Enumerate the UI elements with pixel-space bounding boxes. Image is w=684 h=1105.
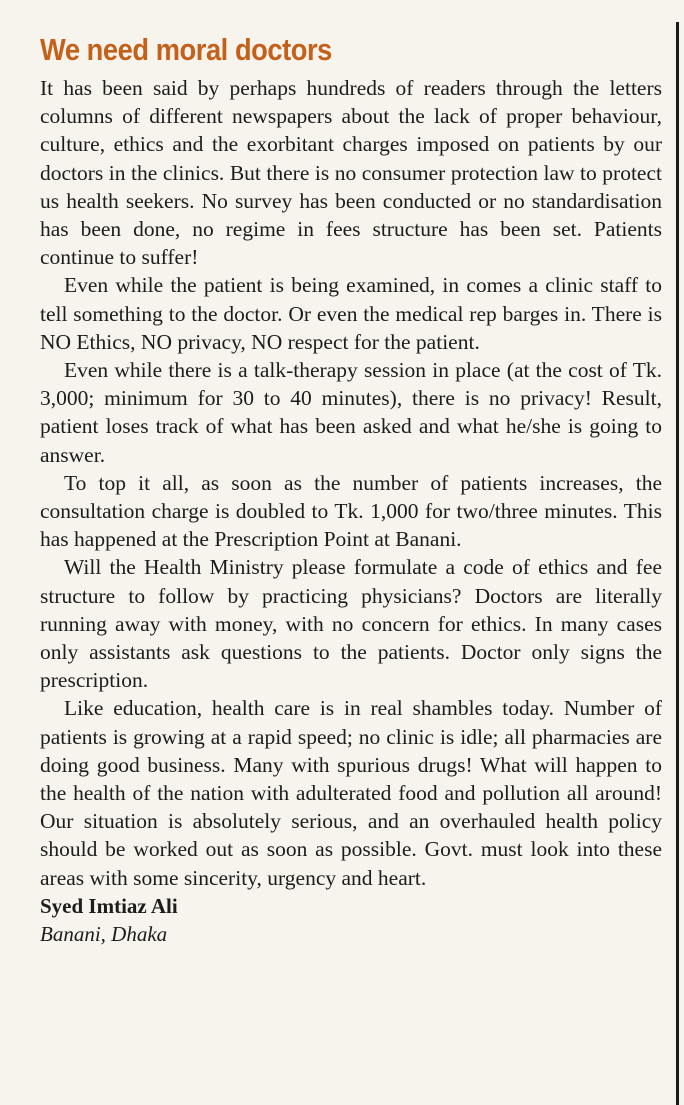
- headline: We need moral doctors: [40, 32, 332, 67]
- author-location: Banani, Dhaka: [40, 922, 168, 947]
- paragraph-3: Even while there is a talk-therapy session in place (at the cost of Tk. 3,000; minimum for 30 to 40 minutes), there is no privacy! Result, patient loses track of what has been asked and what he/she is going to answer.: [40, 358, 662, 467]
- paragraph-5: Will the Health Ministry please formulate a code of ethics and fee structure to follow by practicing physicians? Doctors are literally running away with money, with no concern for ethics. In many cases only assistants ask questions to the patients. Doctor only signs the prescription.: [40, 555, 662, 693]
- column-divider-rule: [676, 22, 679, 1105]
- paragraph-1: It has been said by perhaps hundreds of readers through the letters columns of different newspapers about the lack of proper behaviour, culture, ethics and the exorbitant charges imposed on patients by our doctors in the clinics. But there is no consumer protection law to protect us health seekers. No survey has been conducted or no standardisation has been done, no regime in fees structure has been set. Patients continue to suffer!: [40, 76, 662, 270]
- letter-article: [40, 28, 662, 948]
- paragraph-6: Like education, health care is in real shambles today. Number of patients is growing at a rapid speed; no clinic is idle; all pharmacies are doing good business. Many with spurious drugs! What will happen to the health of the nation with adulterated food and pollution all around! Our situation is absolutely serious, and an overhauled health policy should be worked out as soon as possible. Govt. must look into these areas with some sincerity, urgency and heart.: [40, 696, 662, 890]
- author-name: Syed Imtiaz Ali: [40, 893, 178, 918]
- paragraph-4: To top it all, as soon as the number of patients increases, the consultation charge is doubled to Tk. 1,000 for two/three minutes. This has happened at the Prescription Point at Banani.: [40, 470, 662, 552]
- paragraph-2: Even while the patient is being examined, in comes a clinic staff to tell something to the doctor. Or even the medical rep barges in. There is NO Ethics, NO privacy, NO respect for the patient.: [40, 273, 662, 354]
